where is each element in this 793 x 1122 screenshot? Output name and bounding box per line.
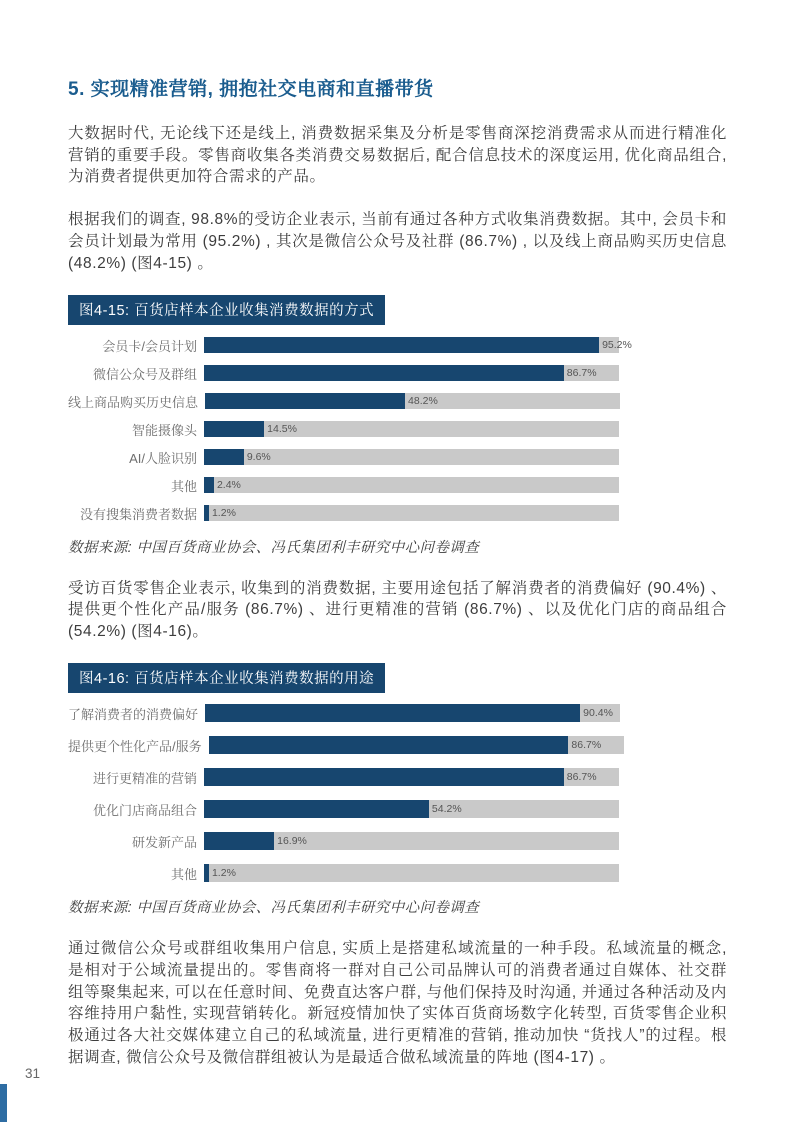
bar-chart-data-purposes	[68, 704, 727, 883]
bar-category-label: 其他	[170, 866, 197, 882]
bar-category-label: 智能摄像头	[131, 422, 197, 438]
bar-row	[68, 704, 727, 723]
bar-category-label: 提供更个性化产品/服务	[68, 738, 202, 754]
bar-track	[204, 768, 619, 786]
bar-fill	[204, 768, 564, 786]
bar-row	[68, 504, 727, 523]
figure-4-16-title: 图4-16: 百货店样本企业收集消费数据的用途	[68, 663, 385, 693]
bar-category-label: 优化门店商品组合	[92, 802, 197, 818]
bar-track	[204, 337, 632, 353]
bar-track	[204, 505, 619, 521]
bar-track	[209, 736, 624, 754]
bar-fill	[204, 449, 244, 465]
bar-value-label: 9.6%	[246, 451, 271, 464]
bar-category-label: 研发新产品	[131, 834, 197, 850]
bar-row	[68, 392, 727, 411]
bar-row	[68, 736, 727, 755]
bar-fill	[209, 736, 569, 754]
bar-value-label: 86.7%	[571, 739, 602, 752]
paragraph-intro: 大数据时代, 无论线下还是线上, 消费数据采集及分析是零售商深挖消费需求从而进行精准化营销的重要手段。零售商收集各类消费交易数据后, 配合信息技术的深度运用, 优化商品组合, 为消费者提供更加符合需求的产品。	[68, 124, 727, 186]
page-content	[0, 78, 793, 1069]
bar-track	[204, 449, 619, 465]
bar-fill	[204, 337, 599, 353]
figure-4-15-source: 数据来源: 中国百货商业协会、冯氏集团利丰研究中心问卷调查	[68, 539, 480, 556]
bar-row	[68, 800, 727, 819]
figure-4-15	[68, 295, 727, 557]
page-number: 31	[25, 1066, 41, 1081]
bar-category-label: 会员卡/会员计划	[102, 338, 197, 354]
bar-row	[68, 864, 727, 883]
bar-track	[204, 864, 619, 882]
bar-track	[204, 365, 619, 381]
bar-row	[68, 336, 727, 355]
bar-track	[204, 421, 619, 437]
figure-4-16-source: 数据来源: 中国百货商业协会、冯氏集团利丰研究中心问卷调查	[68, 899, 480, 916]
corner-accent-bar	[0, 1084, 7, 1122]
bar-track	[205, 704, 620, 722]
bar-row	[68, 476, 727, 495]
figure-4-15-title: 图4-15: 百货店样本企业收集消费数据的方式	[68, 295, 385, 325]
section-heading: 5. 实现精准营销, 拥抱社交电商和直播带货	[68, 79, 434, 100]
bar-value-label: 86.7%	[566, 771, 597, 784]
bar-row	[68, 364, 727, 383]
bar-track	[205, 393, 620, 409]
bar-category-label: 了解消费者的消费偏好	[68, 706, 199, 722]
bar-category-label: 没有搜集消费者数据	[79, 506, 197, 522]
bar-track	[204, 800, 619, 818]
bar-category-label: 其他	[170, 478, 197, 494]
bar-category-label: AI/人脸识别	[129, 450, 197, 466]
paragraph-survey-methods: 根据我们的调查, 98.8%的受访企业表示, 当前有通过各种方式收集消费数据。其中, 会员卡和会员计划最为常用 (95.2%) , 其次是微信公众号及社群 (86.7%) , 以及线上商品购买历史信息 (48.2%) (图4-15) 。	[68, 211, 727, 272]
paragraph-private-traffic: 通过微信公众号或群组收集用户信息, 实质上是搭建私域流量的一种手段。私域流量的概念, 是相对于公域流量提出的。零售商将一群对自己公司品牌认可的消费者通过自媒体、社交群组等聚集起来, 可以在任意时间、免费直达客户群, 与他们保持及时沟通, 并通过各种活动及内容维持用户黏性, 实现营销转化。新冠疫情加快了实体百货商场数字化转型, 百货零售企业积极通过各大社交媒体建立自己的私域流量, 进行更精准的营销, 推动加快 “货找人”的过程。根据调查, 微信公众号及微信群组被认为是最适合做私域流量的阵地 (图4-17) 。	[68, 939, 727, 1066]
bar-fill	[204, 832, 274, 850]
bar-value-label: 95.2%	[602, 339, 632, 352]
bar-value-label: 48.2%	[408, 395, 438, 408]
bar-value-label: 2.4%	[216, 479, 241, 492]
bar-fill	[205, 393, 405, 409]
bar-value-label: 86.7%	[566, 367, 597, 380]
bar-value-label: 1.2%	[211, 867, 236, 880]
bar-fill	[204, 477, 214, 493]
bar-track	[204, 477, 619, 493]
bar-category-label: 进行更精准的营销	[92, 770, 197, 786]
paragraph-data-usage: 受访百货零售企业表示, 收集到的消费数据, 主要用途包括了解消费者的消费偏好 (90.4%) 、提供更个性化产品/服务 (86.7%) 、进行更精准的营销 (86.7%) 、以及优化门店的商品组合 (54.2%) (图4-16)。	[68, 579, 727, 641]
bar-track	[204, 832, 619, 850]
figure-4-16	[68, 663, 727, 917]
bar-value-label: 14.5%	[267, 423, 297, 436]
bar-row	[68, 768, 727, 787]
bar-value-label: 1.2%	[211, 507, 236, 520]
bar-category-label: 线上商品购买历史信息	[68, 394, 199, 410]
bar-row	[68, 420, 727, 439]
bar-fill	[204, 421, 264, 437]
bar-chart-collection-methods	[68, 336, 727, 523]
bar-value-label: 54.2%	[431, 803, 462, 816]
bar-fill	[204, 800, 429, 818]
bar-fill	[204, 365, 564, 381]
bar-fill	[205, 704, 580, 722]
bar-row	[68, 832, 727, 851]
bar-value-label: 90.4%	[583, 707, 613, 720]
bar-value-label: 16.9%	[277, 835, 307, 848]
bar-row	[68, 448, 727, 467]
bar-category-label: 微信公众号及群组	[92, 366, 197, 382]
